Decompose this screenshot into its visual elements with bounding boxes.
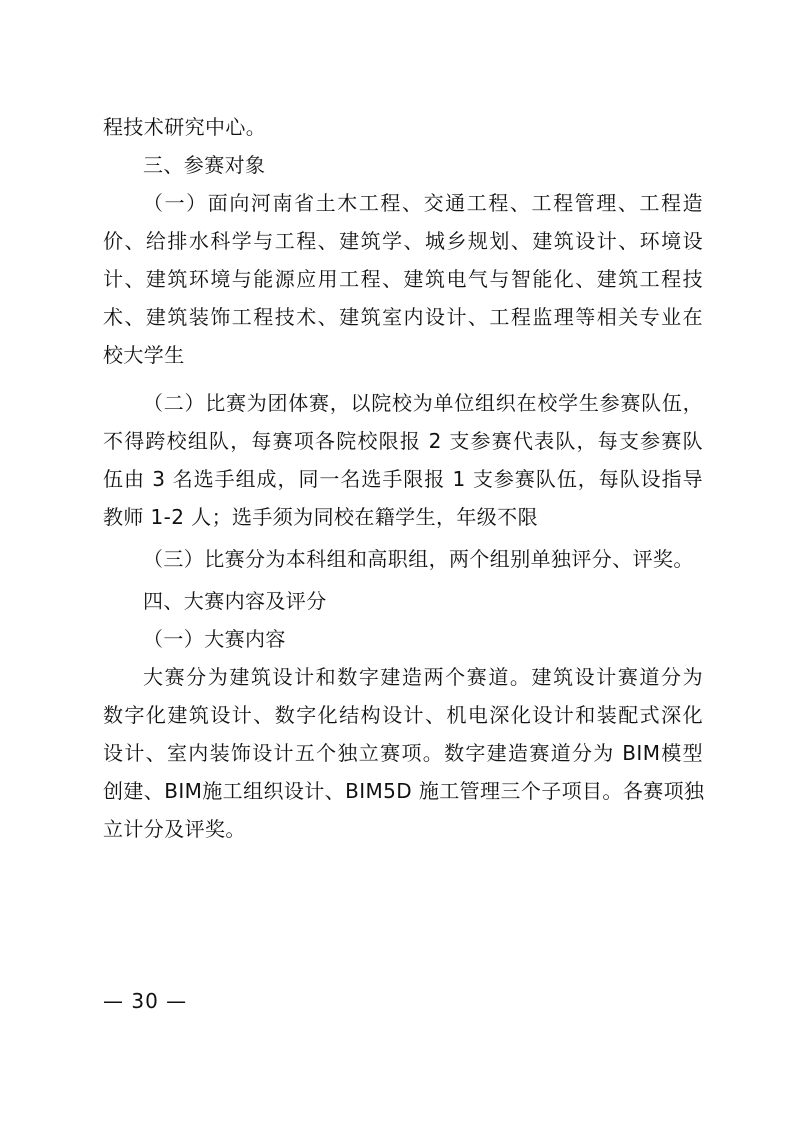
text-line: （三）比赛分为本科组和高职组，两个组别单独评分、评奖。 xyxy=(143,547,694,571)
page-number: — 30 — xyxy=(103,989,188,1013)
text-line: （二）比赛为团体赛，以院校为单位组织在校学生参赛队伍， xyxy=(143,391,703,415)
section-heading: 四、大赛内容及评分 xyxy=(143,589,327,613)
text-line: 校大学生 xyxy=(103,343,185,367)
section-heading: 三、参赛对象 xyxy=(143,153,266,177)
text-line: 计、建筑环境与能源应用工程、建筑电气与智能化、建筑工程技 xyxy=(103,267,703,291)
text-line: 不得跨校组队，每赛项各院校限报 2 支参赛代表队，每支参赛队 xyxy=(103,429,703,453)
text-line: 价、给排水科学与工程、建筑学、城乡规划、建筑设计、环境设 xyxy=(103,229,703,253)
text-line: 术、建筑装饰工程技术、建筑室内设计、工程监理等相关专业在 xyxy=(103,305,703,329)
text-line: 教师 1-2 人；选手须为同校在籍学生，年级不限 xyxy=(103,505,538,529)
text-line: 程技术研究中心。 xyxy=(103,115,267,139)
text-line: 设计、室内装饰设计五个独立赛项。数字建造赛道分为 BIM模型 xyxy=(103,741,703,765)
text-line: 数字化建筑设计、数字化结构设计、机电深化设计和装配式深化 xyxy=(103,703,703,727)
text-line: 大赛分为建筑设计和数字建造两个赛道。建筑设计赛道分为 xyxy=(143,665,703,689)
text-line: 创建、BIM施工组织设计、BIM5D 施工管理三个子项目。各赛项独 xyxy=(103,779,705,803)
subsection-heading: （一）大赛内容 xyxy=(143,627,286,651)
text-line: 立计分及评奖。 xyxy=(103,817,246,841)
text-line: 伍由 3 名选手组成，同一名选手限报 1 支参赛队伍，每队设指导 xyxy=(103,467,703,491)
text-line: （一）面向河南省土木工程、交通工程、工程管理、工程造 xyxy=(143,191,703,215)
